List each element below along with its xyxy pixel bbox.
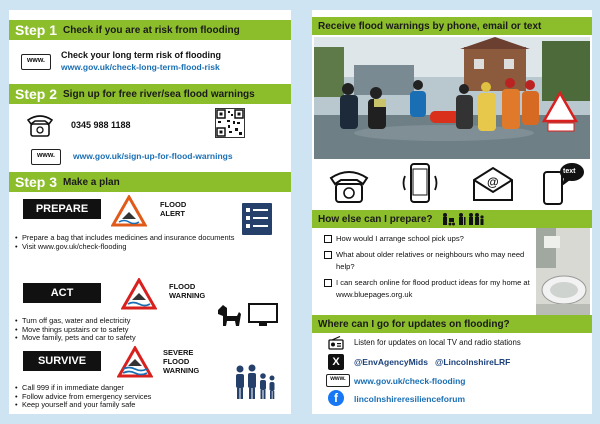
list-item: • Call 999 if in immediate danger [15,384,225,393]
prepare-questions [324,233,530,301]
question-item: How would I arrange school pick ups? [324,233,530,245]
severe-flood-warning-label: SEVERE FLOOD WARNING [163,348,200,375]
update-item-website[interactable]: www.gov.uk/check-flooding [354,376,466,386]
dog-icon [215,302,243,333]
survive-label: SURVIVE [23,351,101,371]
x-twitter-icon[interactable]: X [328,354,344,370]
step1-title: Check if you are at risk from flooding [63,24,240,36]
bathroom-photo [536,228,590,316]
update-item-facebook[interactable]: lincolnshireresilienceforum [354,394,466,404]
telephone-icon [25,112,55,143]
flood-warning-label: FLOOD WARNING [169,282,206,300]
act-label: ACT [23,283,101,303]
step3-number: Step 3 [15,174,58,190]
mobile-phone-icon [400,162,440,209]
update-item-radio: Listen for updates on local TV and radio stations [354,338,521,347]
step1-link[interactable]: www.gov.uk/check-long-term-flood-risk [61,62,220,72]
prepare-title: How else can I prepare? [318,213,433,225]
list-item: • Move things upstairs or to safety [15,326,215,335]
step1-check-text: Check your long term risk of flooding [61,50,222,60]
step2-number: Step 2 [15,86,58,102]
updates-title: Where can I go for updates on flooding? [318,318,510,330]
step2-link[interactable]: www.gov.uk/sign-up-for-flood-warnings [73,151,233,161]
www-icon: www. [21,54,51,70]
www-icon: www. [31,149,61,165]
landline-phone-icon [328,168,370,209]
list-item: • Move family, pets and car to safety [15,334,215,343]
list-item: • Follow advice from emergency services [15,393,225,402]
list-item: • Keep yourself and your family safe [15,401,225,410]
left-panel [9,10,291,414]
step3-header [9,172,291,192]
checklist-icon [241,202,273,241]
family-icon [233,364,277,405]
text-bubble-label: text [563,168,576,175]
prepare-people-icons [441,212,485,226]
list-item: • Prepare a bag that includes medicines and insurance documents [15,234,235,243]
email-at-symbol: @ [487,175,499,189]
step1-header [9,20,291,40]
prepare-bullets [15,234,235,251]
list-item[interactable]: • Visit www.gov.uk/check-flooding [15,243,235,252]
flood-alert-icon [111,195,147,232]
receive-warnings-title: Receive flood warnings by phone, email or text [318,20,542,32]
step2-title: Sign up for free river/sea flood warnings [63,88,255,100]
prepare-header [312,210,592,228]
television-icon [247,302,279,333]
step2-phone[interactable]: 0345 988 1188 [71,120,131,130]
flood-alert-label: FLOOD ALERT [160,200,187,218]
step2-header [9,84,291,104]
question-item: What about older relatives or neighbours who may need help? [324,249,530,273]
www-icon: www. [326,374,350,387]
qr-code-icon[interactable] [215,108,245,138]
facebook-icon[interactable]: f [328,390,344,406]
act-bullets [15,317,215,343]
flood-rescue-photo [314,37,590,159]
question-item[interactable]: I can search online for flood product ideas for my home at www.bluepages.org.uk [324,277,530,301]
updates-header [312,315,592,333]
list-item: • Turn off gas, water and electricity [15,317,215,326]
prepare-label: PREPARE [23,199,101,219]
survive-bullets [15,384,225,410]
severe-flood-warning-icon [117,346,153,383]
radio-icon [328,336,344,355]
step1-number: Step 1 [15,22,58,38]
step3-title: Make a plan [63,176,120,188]
receive-warnings-header [312,17,592,35]
update-item-social[interactable]: @EnvAgencyMids @LincolnshireLRF [354,357,511,367]
flood-warning-icon [121,278,157,315]
right-panel [312,10,592,414]
